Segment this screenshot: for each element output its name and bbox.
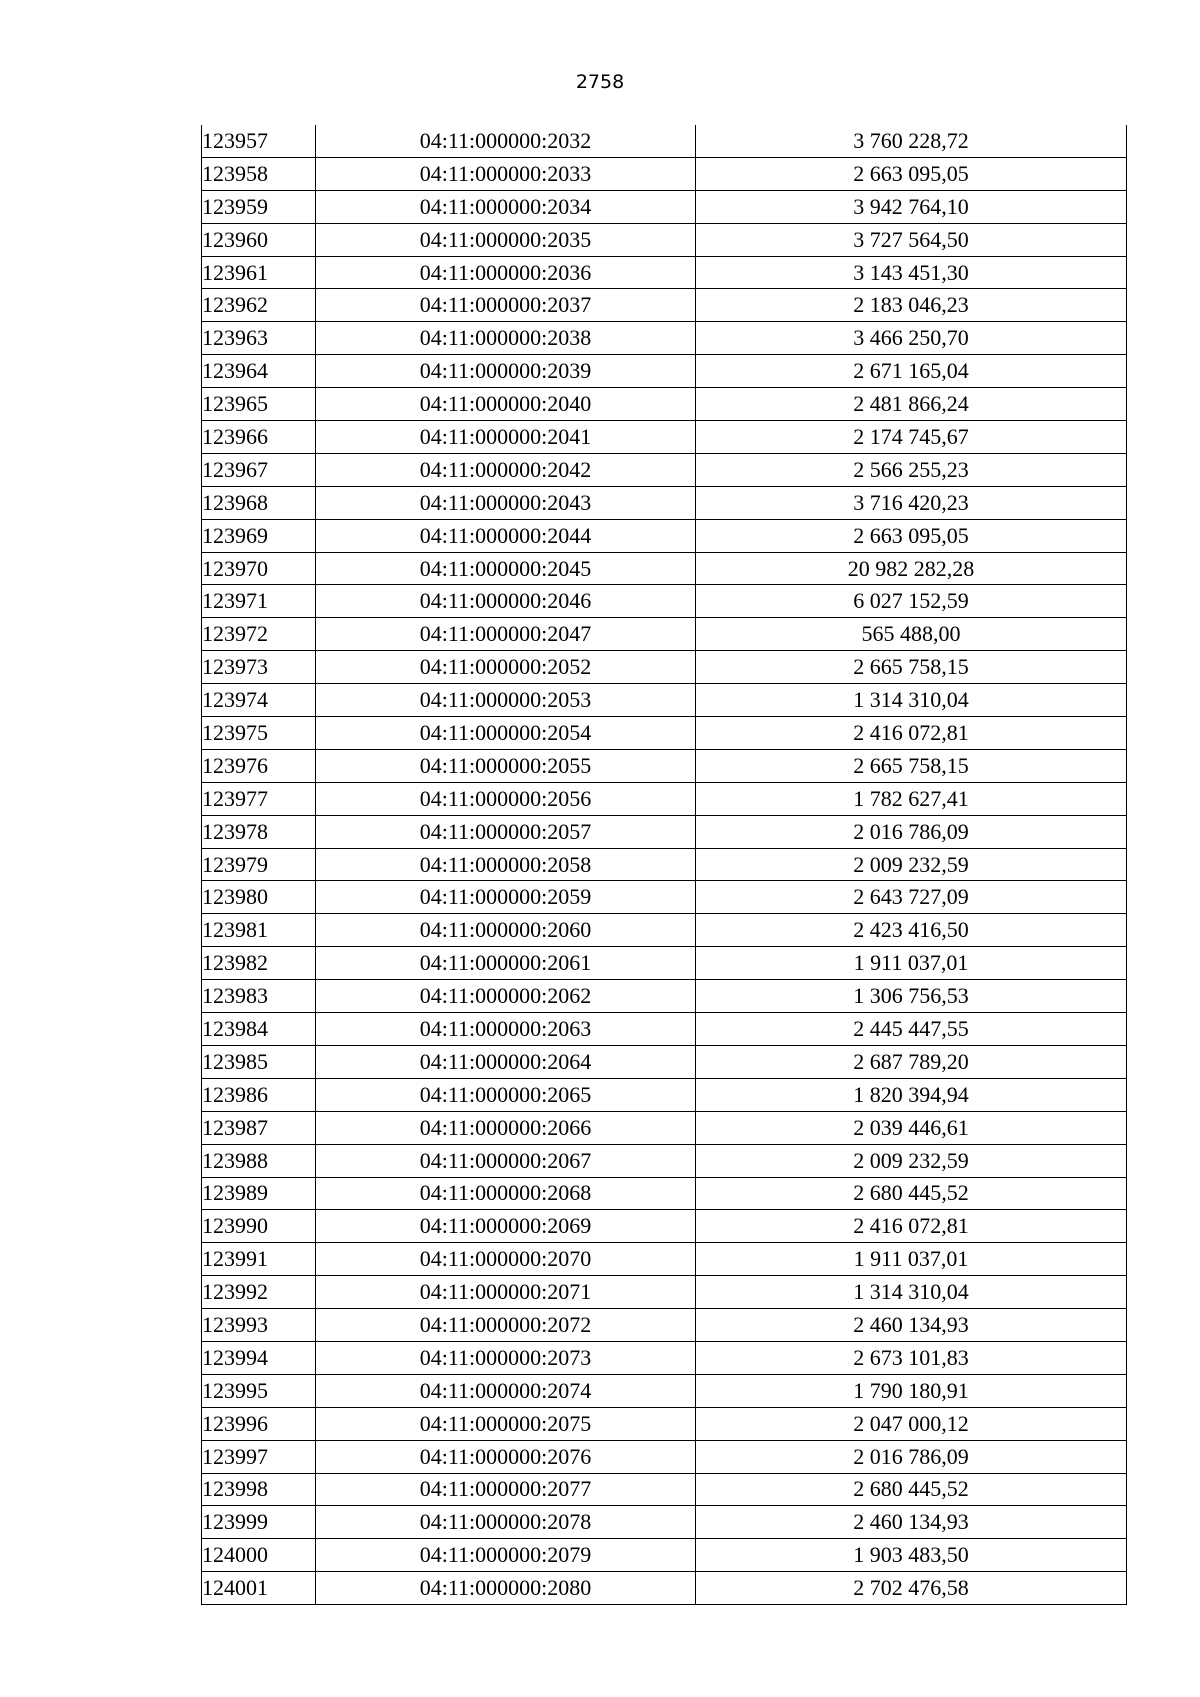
cadastral-value-cell: 2 416 072,81 bbox=[696, 717, 1127, 750]
table-row bbox=[202, 190, 1127, 223]
row-number-cell: 124000 bbox=[202, 1539, 316, 1572]
cadastral-number-cell: 04:11:000000:2070 bbox=[316, 1243, 696, 1276]
cadastral-value-cell: 2 174 745,67 bbox=[696, 421, 1127, 454]
row-number-cell: 123972 bbox=[202, 618, 316, 651]
page-number: 2758 bbox=[575, 71, 625, 93]
table-row bbox=[202, 1309, 1127, 1342]
cadastral-value-cell: 2 016 786,09 bbox=[696, 1440, 1127, 1473]
cadastral-number-cell: 04:11:000000:2060 bbox=[316, 914, 696, 947]
cadastral-number-cell: 04:11:000000:2045 bbox=[316, 552, 696, 585]
cadastral-value-cell: 2 663 095,05 bbox=[696, 157, 1127, 190]
row-number-cell: 123985 bbox=[202, 1045, 316, 1078]
table-row bbox=[202, 914, 1127, 947]
cadastral-number-cell: 04:11:000000:2071 bbox=[316, 1276, 696, 1309]
table-row bbox=[202, 1374, 1127, 1407]
cadastral-number-cell: 04:11:000000:2061 bbox=[316, 947, 696, 980]
row-number-cell: 123983 bbox=[202, 980, 316, 1013]
table-row bbox=[202, 980, 1127, 1013]
table-row bbox=[202, 1407, 1127, 1440]
cadastral-value-table bbox=[201, 125, 1127, 1605]
cadastral-number-cell: 04:11:000000:2038 bbox=[316, 322, 696, 355]
cadastral-number-cell: 04:11:000000:2067 bbox=[316, 1144, 696, 1177]
table-row bbox=[202, 651, 1127, 684]
cadastral-value-cell: 1 782 627,41 bbox=[696, 782, 1127, 815]
table-row bbox=[202, 1111, 1127, 1144]
row-number-cell: 123979 bbox=[202, 848, 316, 881]
row-number-cell: 123962 bbox=[202, 289, 316, 322]
table-row bbox=[202, 1572, 1127, 1605]
table-row bbox=[202, 1243, 1127, 1276]
cadastral-value-cell: 1 820 394,94 bbox=[696, 1078, 1127, 1111]
cadastral-number-cell: 04:11:000000:2034 bbox=[316, 190, 696, 223]
row-number-cell: 123978 bbox=[202, 815, 316, 848]
table-row bbox=[202, 552, 1127, 585]
table-row bbox=[202, 1341, 1127, 1374]
cadastral-number-cell: 04:11:000000:2057 bbox=[316, 815, 696, 848]
row-number-cell: 123989 bbox=[202, 1177, 316, 1210]
cadastral-value-cell: 3 727 564,50 bbox=[696, 223, 1127, 256]
cadastral-number-cell: 04:11:000000:2066 bbox=[316, 1111, 696, 1144]
table-row bbox=[202, 749, 1127, 782]
cadastral-number-cell: 04:11:000000:2046 bbox=[316, 585, 696, 618]
row-number-cell: 123960 bbox=[202, 223, 316, 256]
row-number-cell: 123967 bbox=[202, 453, 316, 486]
cadastral-value-cell: 2 663 095,05 bbox=[696, 519, 1127, 552]
cadastral-number-cell: 04:11:000000:2077 bbox=[316, 1473, 696, 1506]
cadastral-value-cell: 2 566 255,23 bbox=[696, 453, 1127, 486]
cadastral-value-cell: 2 047 000,12 bbox=[696, 1407, 1127, 1440]
row-number-cell: 123986 bbox=[202, 1078, 316, 1111]
row-number-cell: 123971 bbox=[202, 585, 316, 618]
cadastral-value-cell: 2 016 786,09 bbox=[696, 815, 1127, 848]
cadastral-number-cell: 04:11:000000:2033 bbox=[316, 157, 696, 190]
table-row bbox=[202, 881, 1127, 914]
row-number-cell: 123994 bbox=[202, 1341, 316, 1374]
cadastral-value-cell: 1 314 310,04 bbox=[696, 1276, 1127, 1309]
table-row bbox=[202, 223, 1127, 256]
cadastral-value-cell: 2 665 758,15 bbox=[696, 749, 1127, 782]
table-row bbox=[202, 157, 1127, 190]
row-number-cell: 123992 bbox=[202, 1276, 316, 1309]
cadastral-value-cell: 1 306 756,53 bbox=[696, 980, 1127, 1013]
row-number-cell: 123959 bbox=[202, 190, 316, 223]
table-row bbox=[202, 1539, 1127, 1572]
cadastral-number-cell: 04:11:000000:2043 bbox=[316, 486, 696, 519]
table-row bbox=[202, 585, 1127, 618]
row-number-cell: 123964 bbox=[202, 355, 316, 388]
cadastral-value-cell: 1 790 180,91 bbox=[696, 1374, 1127, 1407]
table-row bbox=[202, 1506, 1127, 1539]
cadastral-value-cell: 2 481 866,24 bbox=[696, 388, 1127, 421]
table-row bbox=[202, 519, 1127, 552]
cadastral-number-cell: 04:11:000000:2042 bbox=[316, 453, 696, 486]
cadastral-number-cell: 04:11:000000:2032 bbox=[316, 125, 696, 157]
table-row bbox=[202, 453, 1127, 486]
row-number-cell: 123974 bbox=[202, 684, 316, 717]
table-row bbox=[202, 1144, 1127, 1177]
cadastral-number-cell: 04:11:000000:2054 bbox=[316, 717, 696, 750]
cadastral-number-cell: 04:11:000000:2074 bbox=[316, 1374, 696, 1407]
cadastral-value-cell: 1 314 310,04 bbox=[696, 684, 1127, 717]
row-number-cell: 123981 bbox=[202, 914, 316, 947]
row-number-cell: 123968 bbox=[202, 486, 316, 519]
cadastral-value-cell: 2 643 727,09 bbox=[696, 881, 1127, 914]
cadastral-value-cell: 2 009 232,59 bbox=[696, 848, 1127, 881]
cadastral-value-cell: 2 671 165,04 bbox=[696, 355, 1127, 388]
table-row bbox=[202, 717, 1127, 750]
cadastral-value-cell: 2 673 101,83 bbox=[696, 1341, 1127, 1374]
table-row bbox=[202, 1013, 1127, 1046]
cadastral-value-cell: 2 460 134,93 bbox=[696, 1309, 1127, 1342]
row-number-cell: 123995 bbox=[202, 1374, 316, 1407]
row-number-cell: 123977 bbox=[202, 782, 316, 815]
row-number-cell: 123990 bbox=[202, 1210, 316, 1243]
cadastral-number-cell: 04:11:000000:2044 bbox=[316, 519, 696, 552]
row-number-cell: 123958 bbox=[202, 157, 316, 190]
cadastral-value-cell: 565 488,00 bbox=[696, 618, 1127, 651]
row-number-cell: 123963 bbox=[202, 322, 316, 355]
table-row bbox=[202, 355, 1127, 388]
table-row bbox=[202, 1276, 1127, 1309]
row-number-cell: 123982 bbox=[202, 947, 316, 980]
table-row bbox=[202, 947, 1127, 980]
table-row bbox=[202, 322, 1127, 355]
table-row bbox=[202, 684, 1127, 717]
cadastral-value-cell: 2 445 447,55 bbox=[696, 1013, 1127, 1046]
table-row bbox=[202, 1177, 1127, 1210]
row-number-cell: 123976 bbox=[202, 749, 316, 782]
cadastral-number-cell: 04:11:000000:2039 bbox=[316, 355, 696, 388]
cadastral-value-cell: 2 423 416,50 bbox=[696, 914, 1127, 947]
table-body bbox=[202, 125, 1127, 1605]
table-row bbox=[202, 1078, 1127, 1111]
table-row bbox=[202, 1045, 1127, 1078]
row-number-cell: 123973 bbox=[202, 651, 316, 684]
cadastral-number-cell: 04:11:000000:2078 bbox=[316, 1506, 696, 1539]
cadastral-number-cell: 04:11:000000:2076 bbox=[316, 1440, 696, 1473]
cadastral-number-cell: 04:11:000000:2036 bbox=[316, 256, 696, 289]
table-row bbox=[202, 782, 1127, 815]
cadastral-number-cell: 04:11:000000:2073 bbox=[316, 1341, 696, 1374]
cadastral-number-cell: 04:11:000000:2062 bbox=[316, 980, 696, 1013]
row-number-cell: 124001 bbox=[202, 1572, 316, 1605]
cadastral-value-cell: 2 460 134,93 bbox=[696, 1506, 1127, 1539]
cadastral-value-cell: 1 911 037,01 bbox=[696, 947, 1127, 980]
cadastral-value-cell: 2 009 232,59 bbox=[696, 1144, 1127, 1177]
cadastral-value-cell: 2 702 476,58 bbox=[696, 1572, 1127, 1605]
cadastral-value-cell: 3 760 228,72 bbox=[696, 125, 1127, 157]
row-number-cell: 123987 bbox=[202, 1111, 316, 1144]
cadastral-number-cell: 04:11:000000:2072 bbox=[316, 1309, 696, 1342]
cadastral-value-cell: 2 665 758,15 bbox=[696, 651, 1127, 684]
cadastral-number-cell: 04:11:000000:2040 bbox=[316, 388, 696, 421]
cadastral-number-cell: 04:11:000000:2064 bbox=[316, 1045, 696, 1078]
cadastral-value-cell: 2 183 046,23 bbox=[696, 289, 1127, 322]
cadastral-number-cell: 04:11:000000:2053 bbox=[316, 684, 696, 717]
table-row bbox=[202, 388, 1127, 421]
table-row bbox=[202, 289, 1127, 322]
cadastral-number-cell: 04:11:000000:2080 bbox=[316, 1572, 696, 1605]
cadastral-number-cell: 04:11:000000:2052 bbox=[316, 651, 696, 684]
cadastral-number-cell: 04:11:000000:2041 bbox=[316, 421, 696, 454]
cadastral-value-cell: 20 982 282,28 bbox=[696, 552, 1127, 585]
table-row bbox=[202, 848, 1127, 881]
cadastral-value-cell: 2 680 445,52 bbox=[696, 1473, 1127, 1506]
row-number-cell: 123988 bbox=[202, 1144, 316, 1177]
row-number-cell: 123966 bbox=[202, 421, 316, 454]
cadastral-value-cell: 2 039 446,61 bbox=[696, 1111, 1127, 1144]
cadastral-number-cell: 04:11:000000:2065 bbox=[316, 1078, 696, 1111]
row-number-cell: 123961 bbox=[202, 256, 316, 289]
table-row bbox=[202, 1210, 1127, 1243]
cadastral-value-cell: 3 466 250,70 bbox=[696, 322, 1127, 355]
row-number-cell: 123998 bbox=[202, 1473, 316, 1506]
table-row bbox=[202, 1473, 1127, 1506]
cadastral-value-cell: 3 143 451,30 bbox=[696, 256, 1127, 289]
row-number-cell: 123969 bbox=[202, 519, 316, 552]
row-number-cell: 123965 bbox=[202, 388, 316, 421]
row-number-cell: 123996 bbox=[202, 1407, 316, 1440]
table-row bbox=[202, 125, 1127, 157]
cadastral-number-cell: 04:11:000000:2079 bbox=[316, 1539, 696, 1572]
cadastral-number-cell: 04:11:000000:2056 bbox=[316, 782, 696, 815]
row-number-cell: 123997 bbox=[202, 1440, 316, 1473]
cadastral-number-cell: 04:11:000000:2063 bbox=[316, 1013, 696, 1046]
table-row bbox=[202, 421, 1127, 454]
cadastral-value-cell: 3 716 420,23 bbox=[696, 486, 1127, 519]
row-number-cell: 123970 bbox=[202, 552, 316, 585]
cadastral-number-cell: 04:11:000000:2058 bbox=[316, 848, 696, 881]
table-row bbox=[202, 815, 1127, 848]
table-row bbox=[202, 618, 1127, 651]
cadastral-number-cell: 04:11:000000:2068 bbox=[316, 1177, 696, 1210]
cadastral-number-cell: 04:11:000000:2055 bbox=[316, 749, 696, 782]
cadastral-number-cell: 04:11:000000:2075 bbox=[316, 1407, 696, 1440]
cadastral-number-cell: 04:11:000000:2037 bbox=[316, 289, 696, 322]
table-row bbox=[202, 256, 1127, 289]
table-row bbox=[202, 1440, 1127, 1473]
row-number-cell: 123991 bbox=[202, 1243, 316, 1276]
cadastral-value-cell: 1 903 483,50 bbox=[696, 1539, 1127, 1572]
cadastral-number-cell: 04:11:000000:2059 bbox=[316, 881, 696, 914]
row-number-cell: 123975 bbox=[202, 717, 316, 750]
row-number-cell: 123984 bbox=[202, 1013, 316, 1046]
cadastral-value-cell: 2 680 445,52 bbox=[696, 1177, 1127, 1210]
cadastral-number-cell: 04:11:000000:2047 bbox=[316, 618, 696, 651]
cadastral-value-cell: 3 942 764,10 bbox=[696, 190, 1127, 223]
row-number-cell: 123980 bbox=[202, 881, 316, 914]
row-number-cell: 123993 bbox=[202, 1309, 316, 1342]
cadastral-value-cell: 6 027 152,59 bbox=[696, 585, 1127, 618]
cadastral-value-cell: 2 687 789,20 bbox=[696, 1045, 1127, 1078]
row-number-cell: 123999 bbox=[202, 1506, 316, 1539]
row-number-cell: 123957 bbox=[202, 125, 316, 157]
cadastral-value-cell: 2 416 072,81 bbox=[696, 1210, 1127, 1243]
table-row bbox=[202, 486, 1127, 519]
cadastral-value-cell: 1 911 037,01 bbox=[696, 1243, 1127, 1276]
cadastral-number-cell: 04:11:000000:2069 bbox=[316, 1210, 696, 1243]
cadastral-number-cell: 04:11:000000:2035 bbox=[316, 223, 696, 256]
